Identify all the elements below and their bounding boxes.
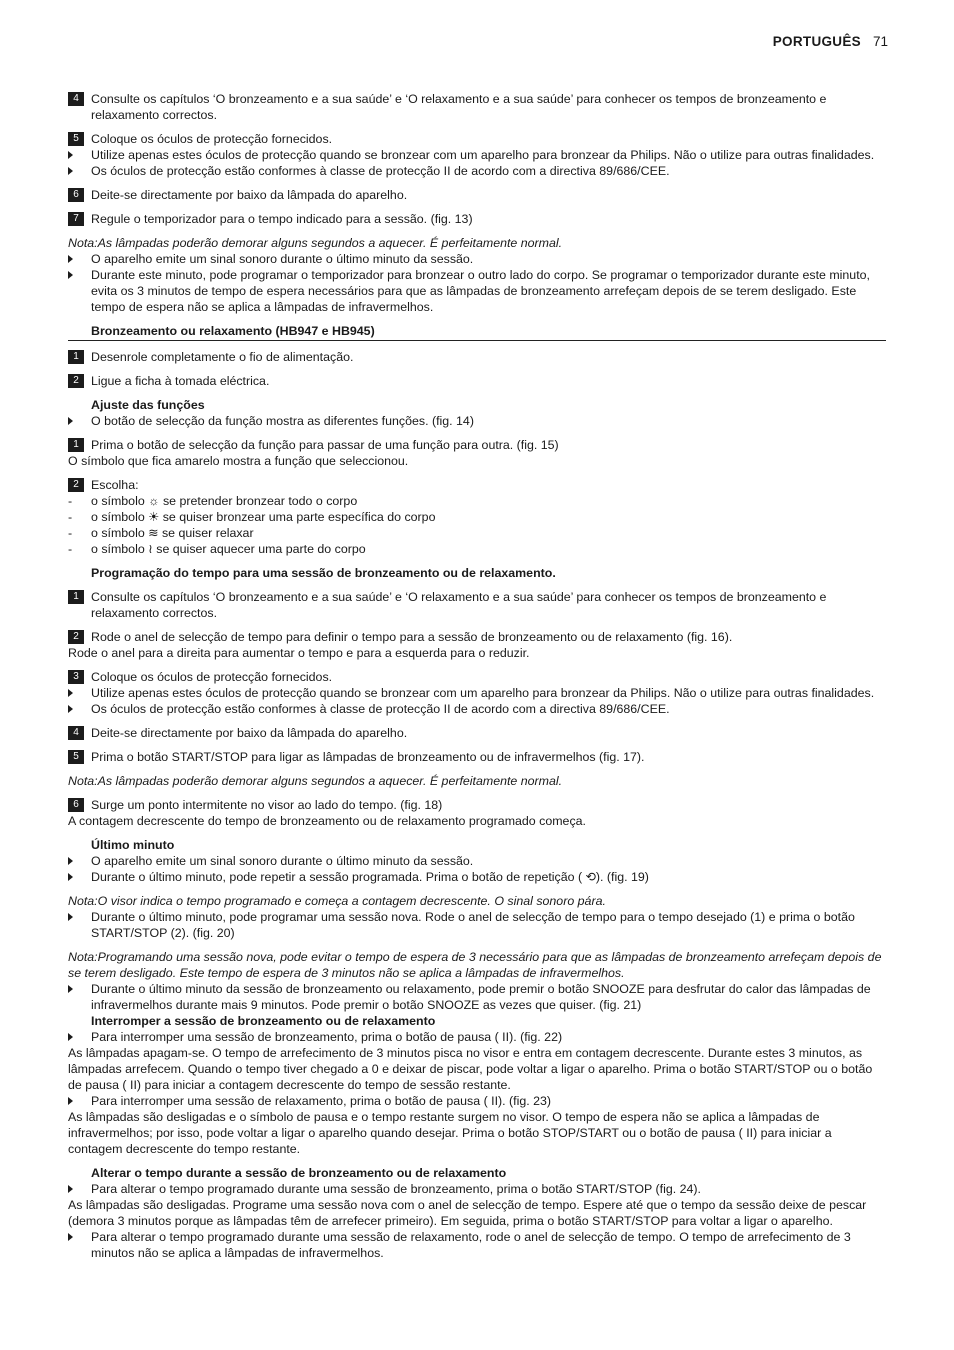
step-text: Prima o botão START/STOP para ligar as lâmpadas de bronzeamento ou de infravermelhos (fig. 17).	[91, 750, 645, 764]
bullet-item	[68, 981, 886, 1013]
paragraph-text: Rode o anel para a direita para aumentar o tempo e para a esquerda para o reduzir.	[68, 646, 530, 660]
note	[68, 949, 886, 981]
subheading	[68, 397, 886, 413]
bullet-item	[68, 853, 886, 869]
dash-item	[68, 509, 886, 525]
bullet-arrow-icon	[68, 689, 73, 697]
bullet-item	[68, 1181, 886, 1197]
bullet-text: Utilize apenas estes óculos de protecção quando se bronzear com um aparelho para bronzear da Philips. Não o utilize para outras finalidades.	[91, 686, 875, 700]
step-number-badge: 7	[68, 212, 84, 226]
dash-item	[68, 541, 886, 557]
step-text: Ligue a ficha à tomada eléctrica.	[91, 374, 270, 388]
bullet-item	[68, 909, 886, 941]
bullet-arrow-icon	[68, 1097, 73, 1105]
numbered-step	[68, 725, 886, 741]
subheading	[68, 565, 886, 581]
paragraph-text: As lâmpadas apagam-se. O tempo de arrefecimento de 3 minutos pisca no visor e entra em contagem decrescente. Durante estes 3 minutos, as lâmpadas arrefecem. Quando o tempo tiver chegado a 0 e deixar de piscar, pode voltar a ligar o aparelho. Prima o botão START/STOP ou o botão de pausa ( II) para iniciar a contagem decrescente do tempo de sessão restante.	[68, 1046, 873, 1092]
bullet-arrow-icon	[68, 985, 73, 993]
bullet-item	[68, 147, 886, 163]
bullet-text: Durante o último minuto, pode programar uma sessão nova. Rode o anel de selecção de tempo para o tempo desejado (1) e prima o botão START/STOP (2). (fig. 20)	[91, 910, 855, 940]
manual-content	[68, 91, 886, 1261]
bullet-arrow-icon	[68, 1233, 73, 1241]
numbered-step	[68, 187, 886, 203]
bullet-item	[68, 163, 886, 179]
note-text: Nota:Programando uma sessão nova, pode evitar o tempo de espera de 3 necessário para que as lâmpadas de bronzeamento arrefeçam depois de se terem desligado. Este tempo de espera de 3 minutos não se aplica a lâmpadas de infravermelhos.	[68, 950, 882, 980]
step-number-badge: 4	[68, 726, 84, 740]
numbered-step	[68, 437, 886, 453]
bullet-item	[68, 413, 886, 429]
numbered-step	[68, 629, 886, 645]
bullet-item	[68, 701, 886, 717]
subheading-text: Alterar o tempo durante a sessão de bronzeamento ou de relaxamento	[91, 1166, 507, 1180]
bullet-text: O aparelho emite um sinal sonoro durante o último minuto da sessão.	[91, 252, 474, 266]
step-number-badge: 3	[68, 670, 84, 684]
bullet-arrow-icon	[68, 1185, 73, 1193]
paragraph-text: A contagem decrescente do tempo de bronzeamento ou de relaxamento programado começa.	[68, 814, 586, 828]
paragraph	[68, 1045, 886, 1093]
bullet-text: Durante o último minuto da sessão de bronzeamento ou relaxamento, pode premir o botão SNOOZE para desfrutar do calor das lâmpadas de infravermelhos durante mais 9 minutos. Pode premir o botão SNOOZE as vezes que quiser. (fig. 21)	[91, 982, 871, 1012]
bullet-text: Para interromper uma sessão de bronzeamento, prima o botão de pausa ( II). (fig. 22)	[91, 1030, 563, 1044]
step-text: Surge um ponto intermitente no visor ao lado do tempo. (fig. 18)	[91, 798, 443, 812]
step-number-badge: 1	[68, 438, 84, 452]
step-number-badge: 5	[68, 132, 84, 146]
bullet-item	[68, 685, 886, 701]
paragraph-text: As lâmpadas são desligadas e o símbolo de pausa e o tempo restante surgem no visor. O tempo de espera não se aplica a lâmpadas de infravermelhos; por isso, pode voltar a ligar o aparelho quando desejar. Prima o botão STOP/START ou o botão de pausa ( II) para iniciar a contagem decrescente do tempo restante.	[68, 1110, 832, 1156]
numbered-step	[68, 589, 886, 621]
paragraph	[68, 453, 886, 469]
dash-marker: -	[68, 494, 73, 508]
dash-marker: -	[68, 542, 73, 556]
step-text: Escolha:	[91, 478, 139, 492]
paragraph	[68, 1109, 886, 1157]
bullet-text: Para interromper uma sessão de relaxamento, prima o botão de pausa ( II). (fig. 23)	[91, 1094, 552, 1108]
step-text: Consulte os capítulos ‘O bronzeamento e a sua saúde’ e ‘O relaxamento e a sua saúde’ para conhecer os tempos de bronzeamento e relaxamento correctos.	[91, 590, 827, 620]
bullet-arrow-icon	[68, 167, 73, 175]
step-number-badge: 2	[68, 478, 84, 492]
section-heading	[68, 323, 886, 341]
dash-item	[68, 525, 886, 541]
step-text: Prima o botão de selecção da função para passar de uma função para outra. (fig. 15)	[91, 438, 559, 452]
dash-marker: -	[68, 510, 73, 524]
numbered-step	[68, 91, 886, 123]
bullet-arrow-icon	[68, 151, 73, 159]
bullet-arrow-icon	[68, 705, 73, 713]
bullet-item	[68, 267, 886, 315]
numbered-step	[68, 749, 886, 765]
bullet-arrow-icon	[68, 913, 73, 921]
note-text: Nota:As lâmpadas poderão demorar alguns segundos a aquecer. É perfeitamente normal.	[68, 236, 563, 250]
dash-text: o símbolo ☼ se pretender bronzear todo o corpo	[91, 494, 358, 508]
dash-marker: -	[68, 526, 73, 540]
bullet-text: Os óculos de protecção estão conformes à classe de protecção II de acordo com a directiva 89/686/CEE.	[91, 164, 670, 178]
numbered-step	[68, 211, 886, 227]
step-number-badge: 1	[68, 590, 84, 604]
bullet-arrow-icon	[68, 857, 73, 865]
step-text: Deite-se directamente por baixo da lâmpada do aparelho.	[91, 726, 408, 740]
bullet-item	[68, 251, 886, 267]
numbered-step	[68, 669, 886, 685]
note	[68, 235, 886, 251]
dash-item	[68, 493, 886, 509]
bullet-arrow-icon	[68, 271, 73, 279]
paragraph	[68, 813, 886, 829]
bullet-item	[68, 1029, 886, 1045]
page-number: 71	[872, 34, 888, 49]
step-text: Consulte os capítulos ‘O bronzeamento e a sua saúde’ e ‘O relaxamento e a sua saúde’ para conhecer os tempos de bronzeamento e relaxamento correctos.	[91, 92, 827, 122]
numbered-step	[68, 373, 886, 389]
step-text: Coloque os óculos de protecção fornecidos.	[91, 670, 333, 684]
paragraph-text: O símbolo que fica amarelo mostra a função que seleccionou.	[68, 454, 409, 468]
step-text: Coloque os óculos de protecção fornecidos.	[91, 132, 333, 146]
step-number-badge: 2	[68, 374, 84, 388]
note	[68, 893, 886, 909]
paragraph-text: As lâmpadas são desligadas. Programe uma sessão nova com o anel de selecção de tempo. Espere até que o tempo da sessão deixe de pescar (demora 3 minutos porque as lâmpadas têm de arrefecer primeiro). Em seguida, prima o botão START/STOP para voltar a ligar o aparelho.	[68, 1198, 867, 1228]
step-number-badge: 4	[68, 92, 84, 106]
step-number-badge: 6	[68, 798, 84, 812]
bullet-arrow-icon	[68, 873, 73, 881]
dash-text: o símbolo ☀ se quiser bronzear uma parte específica do corpo	[91, 510, 436, 524]
bullet-text: Para alterar o tempo programado durante uma sessão de relaxamento, rode o anel de selecção de tempo. O tempo de arrefecimento de 3 minutos não se aplica a lâmpadas de infravermelhos.	[91, 1230, 851, 1260]
bullet-text: Durante o último minuto, pode repetir a sessão programada. Prima o botão de repetição ( ⟲). (fig. 19)	[91, 870, 649, 884]
bullet-text: Os óculos de protecção estão conformes à classe de protecção II de acordo com a directiva 89/686/CEE.	[91, 702, 670, 716]
subheading	[68, 837, 886, 853]
bullet-text: Para alterar o tempo programado durante uma sessão de bronzeamento, prima o botão START/STOP (fig. 24).	[91, 1182, 701, 1196]
subheading-text: Último minuto	[91, 838, 175, 852]
bullet-arrow-icon	[68, 255, 73, 263]
step-text: Deite-se directamente por baixo da lâmpada do aparelho.	[91, 188, 408, 202]
step-number-badge: 5	[68, 750, 84, 764]
note	[68, 773, 886, 789]
bullet-item	[68, 1093, 886, 1109]
step-number-badge: 2	[68, 630, 84, 644]
numbered-step	[68, 477, 886, 493]
step-text: Regule o temporizador para o tempo indicado para a sessão. (fig. 13)	[91, 212, 473, 226]
bullet-text: O aparelho emite um sinal sonoro durante o último minuto da sessão.	[91, 854, 474, 868]
subheading	[68, 1013, 886, 1029]
step-number-badge: 6	[68, 188, 84, 202]
bullet-item	[68, 1229, 886, 1261]
subheading-text: Interromper a sessão de bronzeamento ou de relaxamento	[91, 1014, 436, 1028]
language-label: PORTUGUÊS	[772, 34, 861, 49]
bullet-text: Utilize apenas estes óculos de protecção quando se bronzear com um aparelho para bronzear da Philips. Não o utilize para outras finalidades.	[91, 148, 875, 162]
paragraph	[68, 645, 886, 661]
numbered-step	[68, 349, 886, 365]
bullet-text: Durante este minuto, pode programar o temporizador para bronzear o outro lado do corpo. Se programar o temporizador durante este minuto, evita os 3 minutos de tempo de espera necessários para que as lâmpadas de bronzeamento arrefeçam depois de se terem desligado. Este tempo de espera não se aplica a lâmpadas de infravermelhos.	[91, 268, 870, 314]
bullet-item	[68, 869, 886, 885]
step-number-badge: 1	[68, 350, 84, 364]
note-text: Nota:O visor indica o tempo programado e começa a contagem decrescente. O sinal sonoro pára.	[68, 894, 606, 908]
step-text: Desenrole completamente o fio de alimentação.	[91, 350, 354, 364]
bullet-arrow-icon	[68, 417, 73, 425]
dash-text: o símbolo ≋ se quiser relaxar	[91, 526, 254, 540]
subheading-text: Programação do tempo para uma sessão de bronzeamento ou de relaxamento.	[91, 566, 556, 580]
note-text: Nota:As lâmpadas poderão demorar alguns segundos a aquecer. É perfeitamente normal.	[68, 774, 563, 788]
dash-text: o símbolo ≀ se quiser aquecer uma parte do corpo	[91, 542, 366, 556]
bullet-arrow-icon	[68, 1033, 73, 1041]
step-text: Rode o anel de selecção de tempo para definir o tempo para a sessão de bronzeamento ou de relaxamento (fig. 16).	[91, 630, 733, 644]
page-header	[773, 34, 888, 49]
subheading	[68, 1165, 886, 1181]
bullet-text: O botão de selecção da função mostra as diferentes funções. (fig. 14)	[91, 414, 474, 428]
section-heading-text: Bronzeamento ou relaxamento (HB947 e HB945)	[91, 324, 375, 338]
subheading-text: Ajuste das funções	[91, 398, 205, 412]
paragraph	[68, 1197, 886, 1229]
numbered-step	[68, 131, 886, 147]
numbered-step	[68, 797, 886, 813]
